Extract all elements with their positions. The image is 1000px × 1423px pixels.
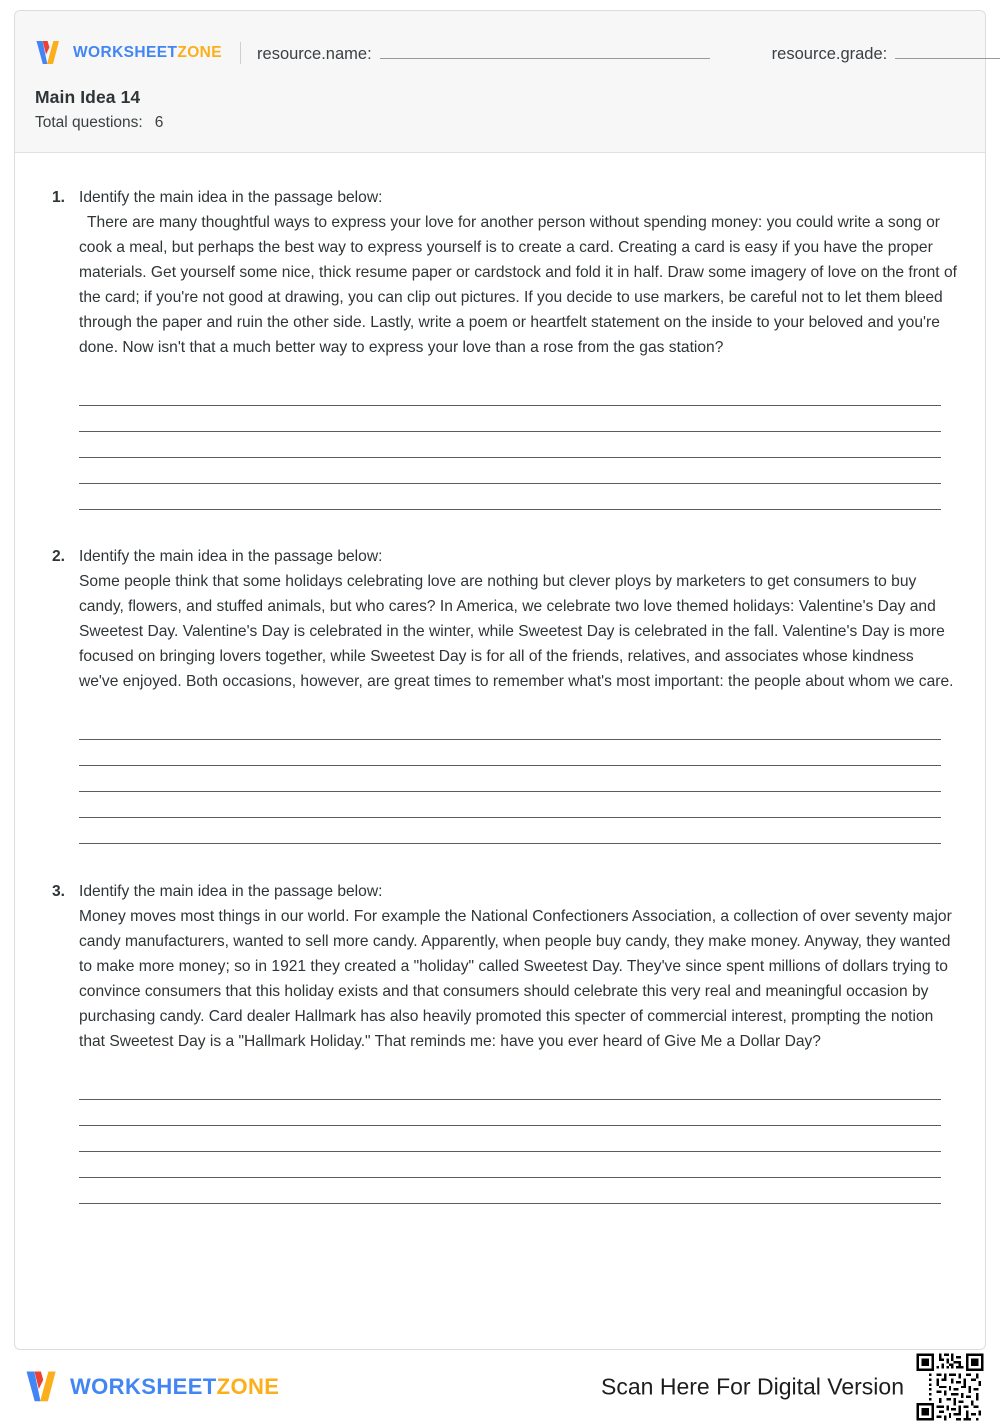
answer-line[interactable] [79, 380, 941, 406]
answer-line[interactable] [79, 1152, 941, 1178]
question-body [65, 879, 957, 1054]
question-number: 3. [51, 883, 65, 900]
worksheetzone-logo-icon [22, 1367, 66, 1407]
answer-line[interactable] [79, 1178, 941, 1204]
question-head [35, 879, 957, 1054]
worksheet-sheet [14, 10, 986, 1350]
page-title: Main Idea 14 [35, 87, 141, 107]
question-passage: Money moves most things in our world. For example the National Confectioners Association, a collection of over seventy major candy manufacturers, wanted to sell more candy. Apparently, when people buy candy, they make money. Anyway, they wanted to make more money; so in 1921 they created a "holiday" called Sweetest Day. They've since spent millions of dollars trying to convince consumers that this holiday exists and that consumers should celebrate this very real and meaningful occasion by purchasing candy. Card dealer Hallmark has also heavily promoted this specter of commercial interest, prompting the notion that Sweetest Day is a "Hallmark Holiday." That reminds me: have you ever heard of Give Me a Dollar Day? [79, 908, 952, 1050]
brand-word-worksheet: WORKSHEET [70, 1374, 217, 1399]
resource-name-label: resource.name: [257, 44, 372, 63]
question-number: 2. [51, 548, 65, 565]
resource-grade-field[interactable] [772, 43, 1000, 64]
answer-line[interactable] [79, 792, 941, 818]
worksheetzone-logo-icon [33, 38, 67, 68]
resource-name-input-rule[interactable] [380, 43, 710, 59]
question-number: 1. [51, 189, 65, 206]
answer-line[interactable] [79, 1074, 941, 1100]
answer-line[interactable] [79, 484, 941, 510]
answer-line[interactable] [79, 1126, 941, 1152]
answer-lines[interactable] [35, 380, 957, 510]
question-prompt: Identify the main idea in the passage below: [79, 883, 383, 900]
brand-wordmark [73, 44, 222, 62]
answer-line[interactable] [79, 432, 941, 458]
question-passage: There are many thoughtful ways to express your love for another person without spending money: you could write a song or cook a meal, but perhaps the best way to express yourself is to create a card. Creating a card is easy if you have the proper materials. Get yourself some nice, thick resume paper or cardstock and fold it in half. Draw some imagery of love on the front of the card; if you're not good at drawing, you can clip out pictures. If you decide to use markers, be careful not to let them bleed through the paper and ruin the other side. Lastly, write a poem or heartfelt statement on the inside to your beloved and you're done. Now isn't that a much better way to express your love than a rose from the gas station? [79, 214, 957, 356]
question-head [35, 185, 957, 360]
brand-word-worksheet: WORKSHEET [73, 44, 178, 61]
answer-line[interactable] [79, 766, 941, 792]
answer-lines[interactable] [35, 1074, 957, 1204]
question-head [35, 544, 957, 694]
answer-line[interactable] [79, 740, 941, 766]
question-prompt: Identify the main idea in the passage below: [79, 189, 383, 206]
qr-code-icon[interactable] [914, 1351, 986, 1423]
answer-line[interactable] [79, 1100, 941, 1126]
header-divider [240, 42, 241, 64]
question-passage: Some people think that some holidays celebrating love are nothing but clever ploys by marketers to get consumers to buy candy, flowers, and stuffed animals, but who cares? In America, we celebrate two love themed holidays: Valentine's Day and Sweetest Day. Valentine's Day is celebrated in the winter, while Sweetest Day is celebrated in the fall. Valentine's Day is more focused on bringing lovers together, while Sweetest Day is for all of the friends, relatives, and associates whose kindness we've enjoyed. Both occasions, however, are great times to remember what's most important: the people about whom we care. [79, 573, 954, 690]
question-prompt: Identify the main idea in the passage below: [79, 548, 383, 565]
resource-name-field[interactable] [257, 43, 710, 64]
brand-word-zone: ZONE [216, 1374, 280, 1399]
question-body [65, 544, 957, 694]
question-body [65, 185, 957, 360]
answer-line[interactable] [79, 818, 941, 844]
brand-word-zone: ZONE [177, 44, 223, 61]
worksheet-footer [14, 1360, 986, 1414]
answer-line[interactable] [79, 714, 941, 740]
resource-grade-input-rule[interactable] [895, 43, 1000, 59]
question-item [15, 879, 985, 1204]
total-questions-count: 6 [154, 114, 164, 131]
questions-list [15, 153, 985, 1204]
total-questions-label: Total questions: [35, 114, 143, 131]
brand-wordmark [70, 1374, 279, 1400]
scan-prompt-text: Scan Here For Digital Version [601, 1373, 904, 1400]
answer-lines[interactable] [35, 714, 957, 844]
question-item [15, 185, 985, 510]
resource-grade-label: resource.grade: [771, 44, 888, 63]
header-row [33, 33, 985, 73]
question-item [15, 544, 985, 844]
answer-line[interactable] [79, 458, 941, 484]
total-questions-line [35, 114, 163, 132]
footer-brand[interactable] [22, 1367, 279, 1407]
answer-line[interactable] [79, 406, 941, 432]
worksheet-header [15, 11, 985, 153]
title-block [35, 87, 163, 132]
